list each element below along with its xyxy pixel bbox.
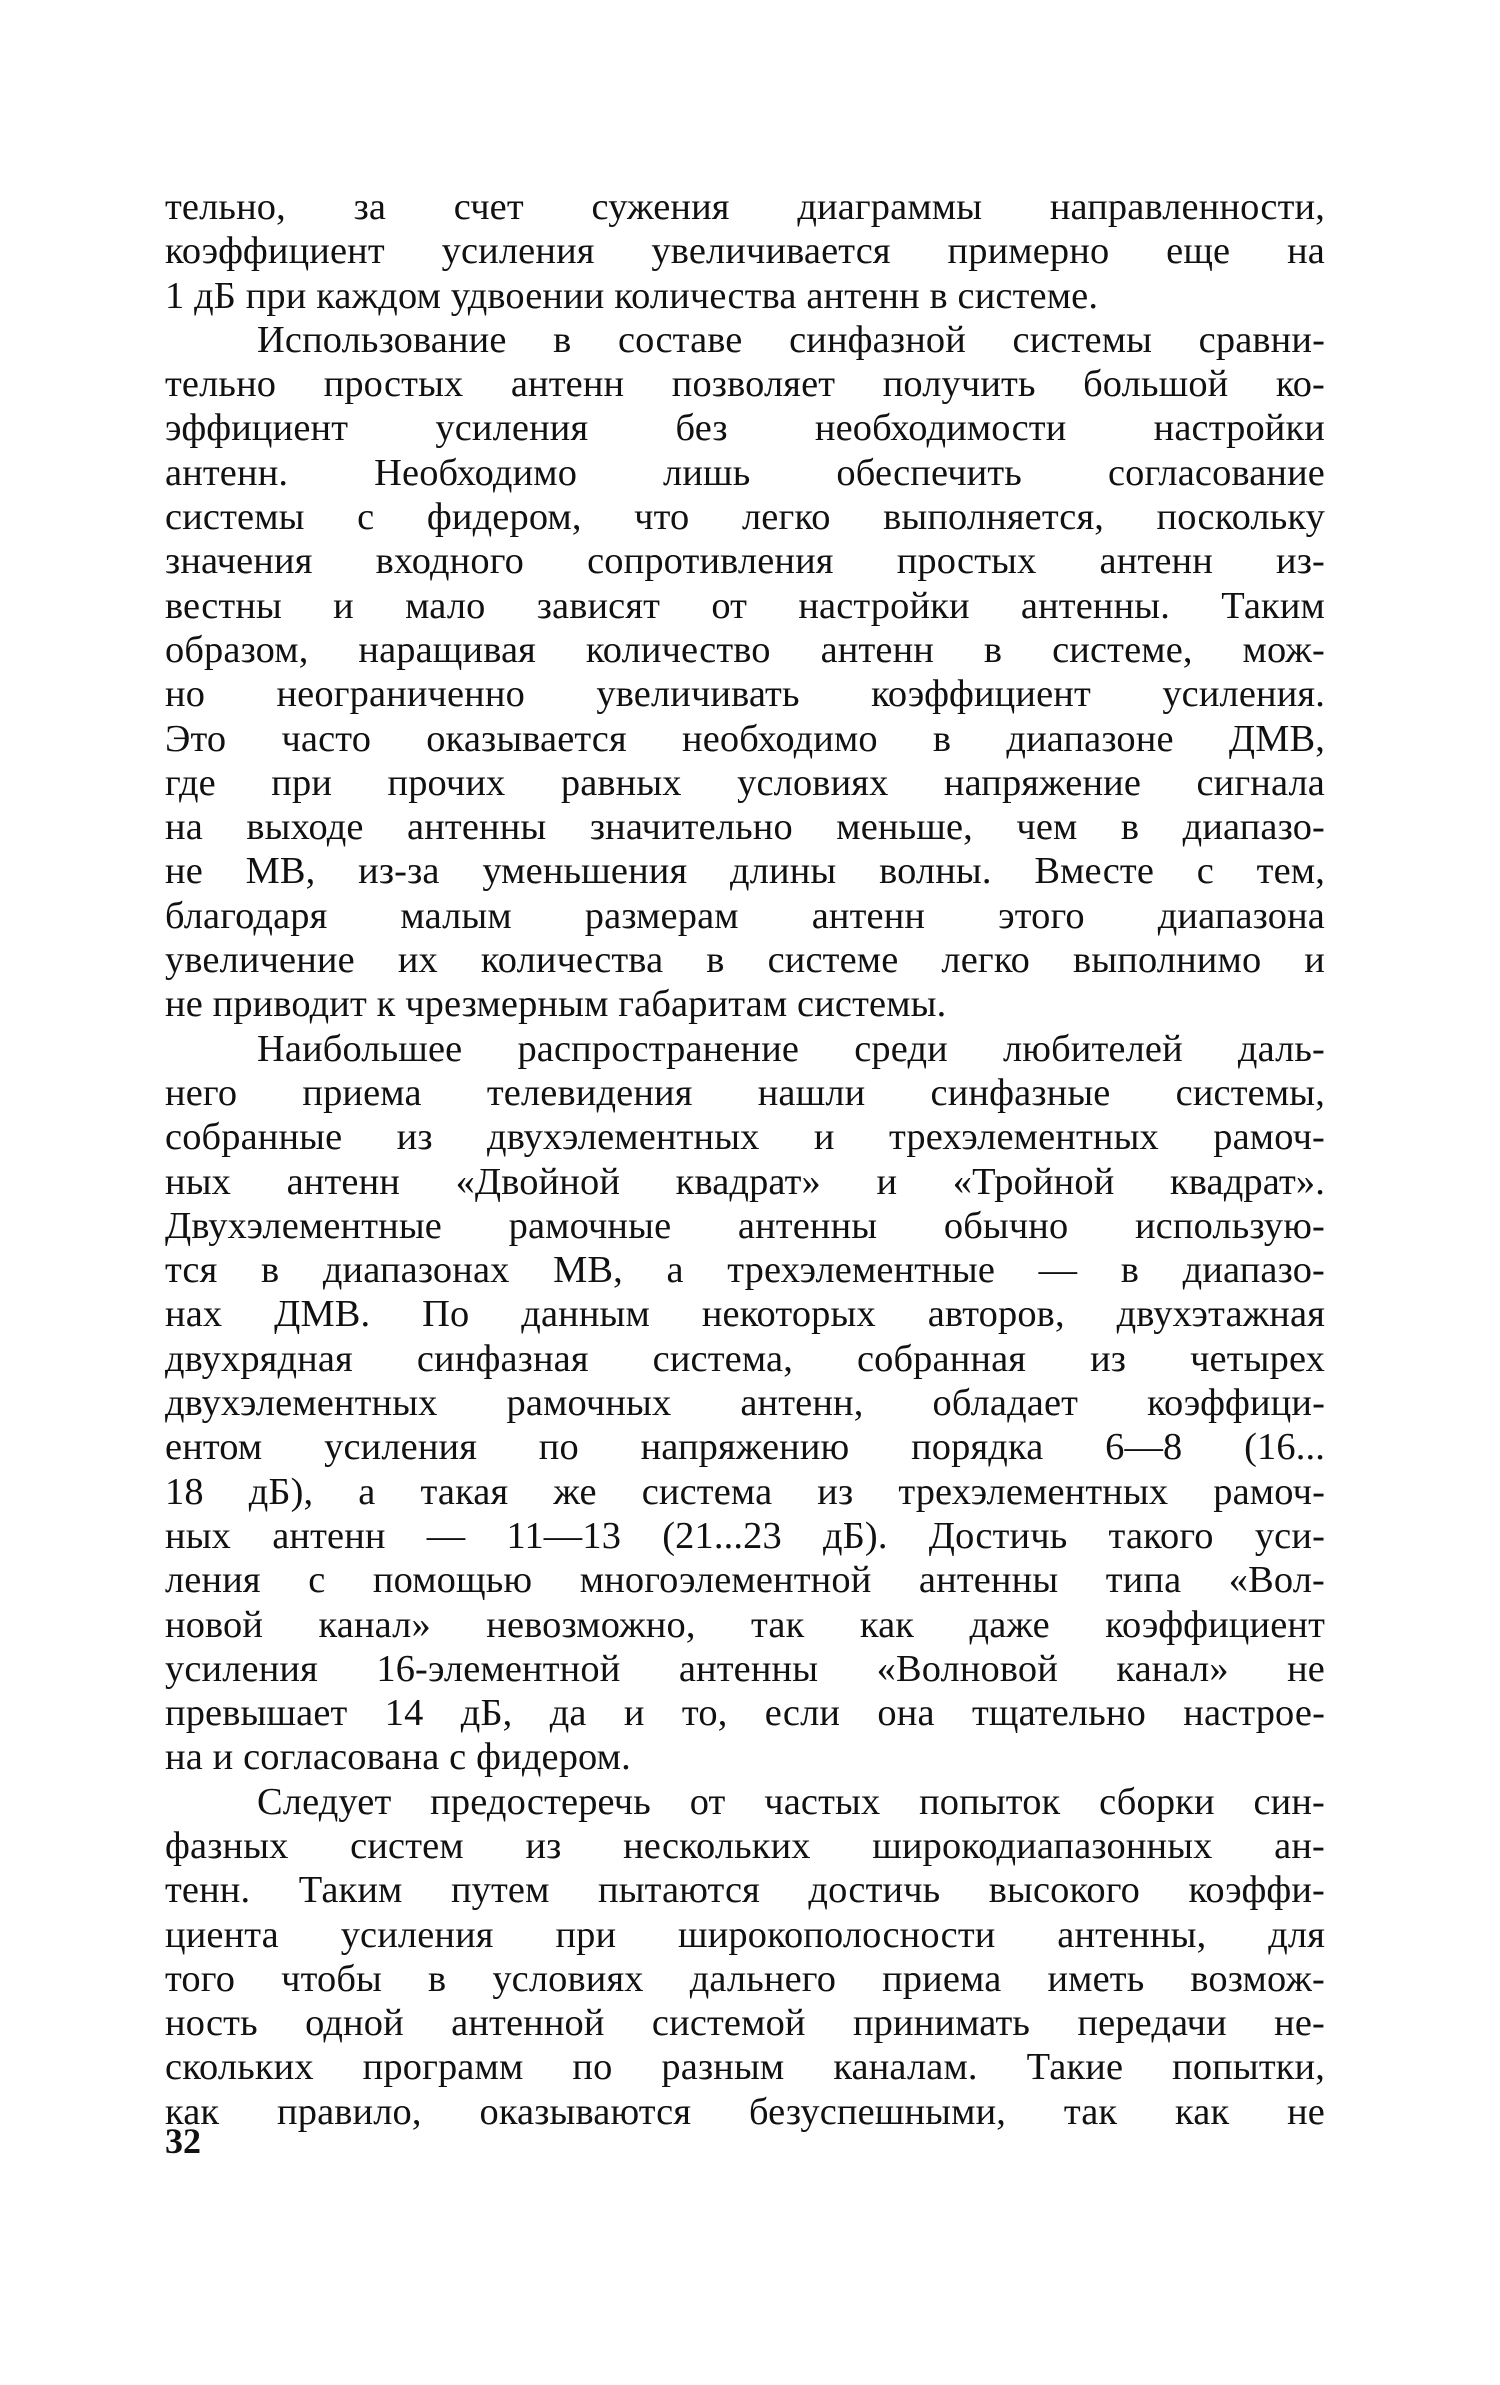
text-line: Наибольшее распространение среди любителей даль- (257, 1027, 1325, 1070)
text-line: ентом усиления по напряжению порядка 6—8 (16... (165, 1426, 1325, 1469)
text-line: ления с помощью многоэлементной антенны типа «Вол- (165, 1559, 1325, 1602)
text-line: ных антенн — 11—13 (21...23 дБ). Достичь такого уси- (165, 1514, 1325, 1557)
text-line: него приема телевидения нашли синфазные системы, (165, 1071, 1325, 1114)
page-number: 32 (165, 2121, 201, 2161)
text-line: тенн. Таким путем пытаются достичь высокого коэффи- (165, 1869, 1325, 1912)
text-line: собранные из двухэлементных и трехэлементных рамоч- (165, 1116, 1325, 1159)
text-line: увеличение их количества в системе легко выполнимо и (165, 939, 1325, 982)
text-line: 1 дБ при каждом удвоении количества антенн в системе. (165, 274, 1099, 317)
body-text (165, 185, 1325, 2134)
paragraph (165, 185, 1325, 318)
text-line: Следует предостеречь от частых попыток сборки син- (257, 1780, 1325, 1823)
text-line: тельно, за счет сужения диаграммы направленности, (165, 186, 1325, 228)
text-line: новой канал» невозможно, так как даже коэффициент (165, 1603, 1325, 1646)
text-line: тся в диапазонах МВ, а трехэлементные — в диапазо- (165, 1249, 1325, 1292)
text-line: эффициент усиления без необходимости настройки (165, 407, 1325, 450)
text-line: превышает 14 дБ, да и то, если она тщательно настрое- (165, 1692, 1325, 1735)
paragraph (165, 1780, 1325, 2134)
text-line: вестны и мало зависят от настройки антенны. Таким (165, 584, 1325, 627)
text-line: коэффициент усиления увеличивается примерно еще на (165, 230, 1325, 273)
text-line: благодаря малым размерам антенн этого диапазона (165, 894, 1325, 937)
text-line: антенн. Необходимо лишь обеспечить согласование (165, 451, 1325, 494)
text-line: усиления 16-элементной антенны «Волновой канал» не (165, 1647, 1325, 1690)
text-line: циента усиления при широкополосности антенны, для (165, 1913, 1325, 1956)
text-line: не приводит к чрезмерным габаритам системы. (165, 983, 947, 1026)
text-line: системы с фидером, что легко выполняется, поскольку (165, 496, 1325, 539)
text-line: фазных систем из нескольких широкодиапазонных ан- (165, 1824, 1325, 1867)
text-line: 18 дБ), а такая же система из трехэлементных рамоч- (165, 1470, 1325, 1513)
text-line: того чтобы в условиях дальнего приема иметь возмож- (165, 1957, 1325, 2000)
text-line: как правило, оказываются безуспешными, так как не (165, 2090, 1325, 2133)
text-line: ных антенн «Двойной квадрат» и «Тройной квадрат». (165, 1160, 1325, 1203)
text-line: Использование в составе синфазной системы сравни- (257, 318, 1325, 361)
text-line: где при прочих равных условиях напряжение сигнала (165, 761, 1325, 804)
paragraph (165, 318, 1325, 1027)
text-line: Это часто оказывается необходимо в диапазоне ДМВ, (165, 717, 1325, 760)
text-line: на выходе антенны значительно меньше, чем в диапазо- (165, 806, 1325, 849)
text-line: нах ДМВ. По данным некоторых авторов, двухэтажная (165, 1293, 1325, 1336)
text-line: но неограниченно увеличивать коэффициент усиления. (165, 673, 1325, 716)
text-line: не МВ, из-за уменьшения длины волны. Вместе с тем, (165, 850, 1325, 893)
text-line: на и согласована с фидером. (165, 1736, 631, 1779)
text-line: двухрядная синфазная система, собранная из четырех (165, 1337, 1325, 1380)
paragraph (165, 1027, 1325, 1780)
text-line: тельно простых антенн позволяет получить большой ко- (165, 363, 1325, 406)
text-line: значения входного сопротивления простых антенн из- (165, 540, 1325, 583)
text-line: двухэлементных рамочных антенн, обладает коэффици- (165, 1382, 1325, 1425)
text-line: ность одной антенной системой принимать передачи не- (165, 2002, 1325, 2045)
text-line: скольких программ по разным каналам. Такие попытки, (165, 2046, 1325, 2089)
text-line: образом, наращивая количество антенн в системе, мож- (165, 628, 1325, 671)
text-line: Двухэлементные рамочные антенны обычно использую- (165, 1204, 1325, 1247)
